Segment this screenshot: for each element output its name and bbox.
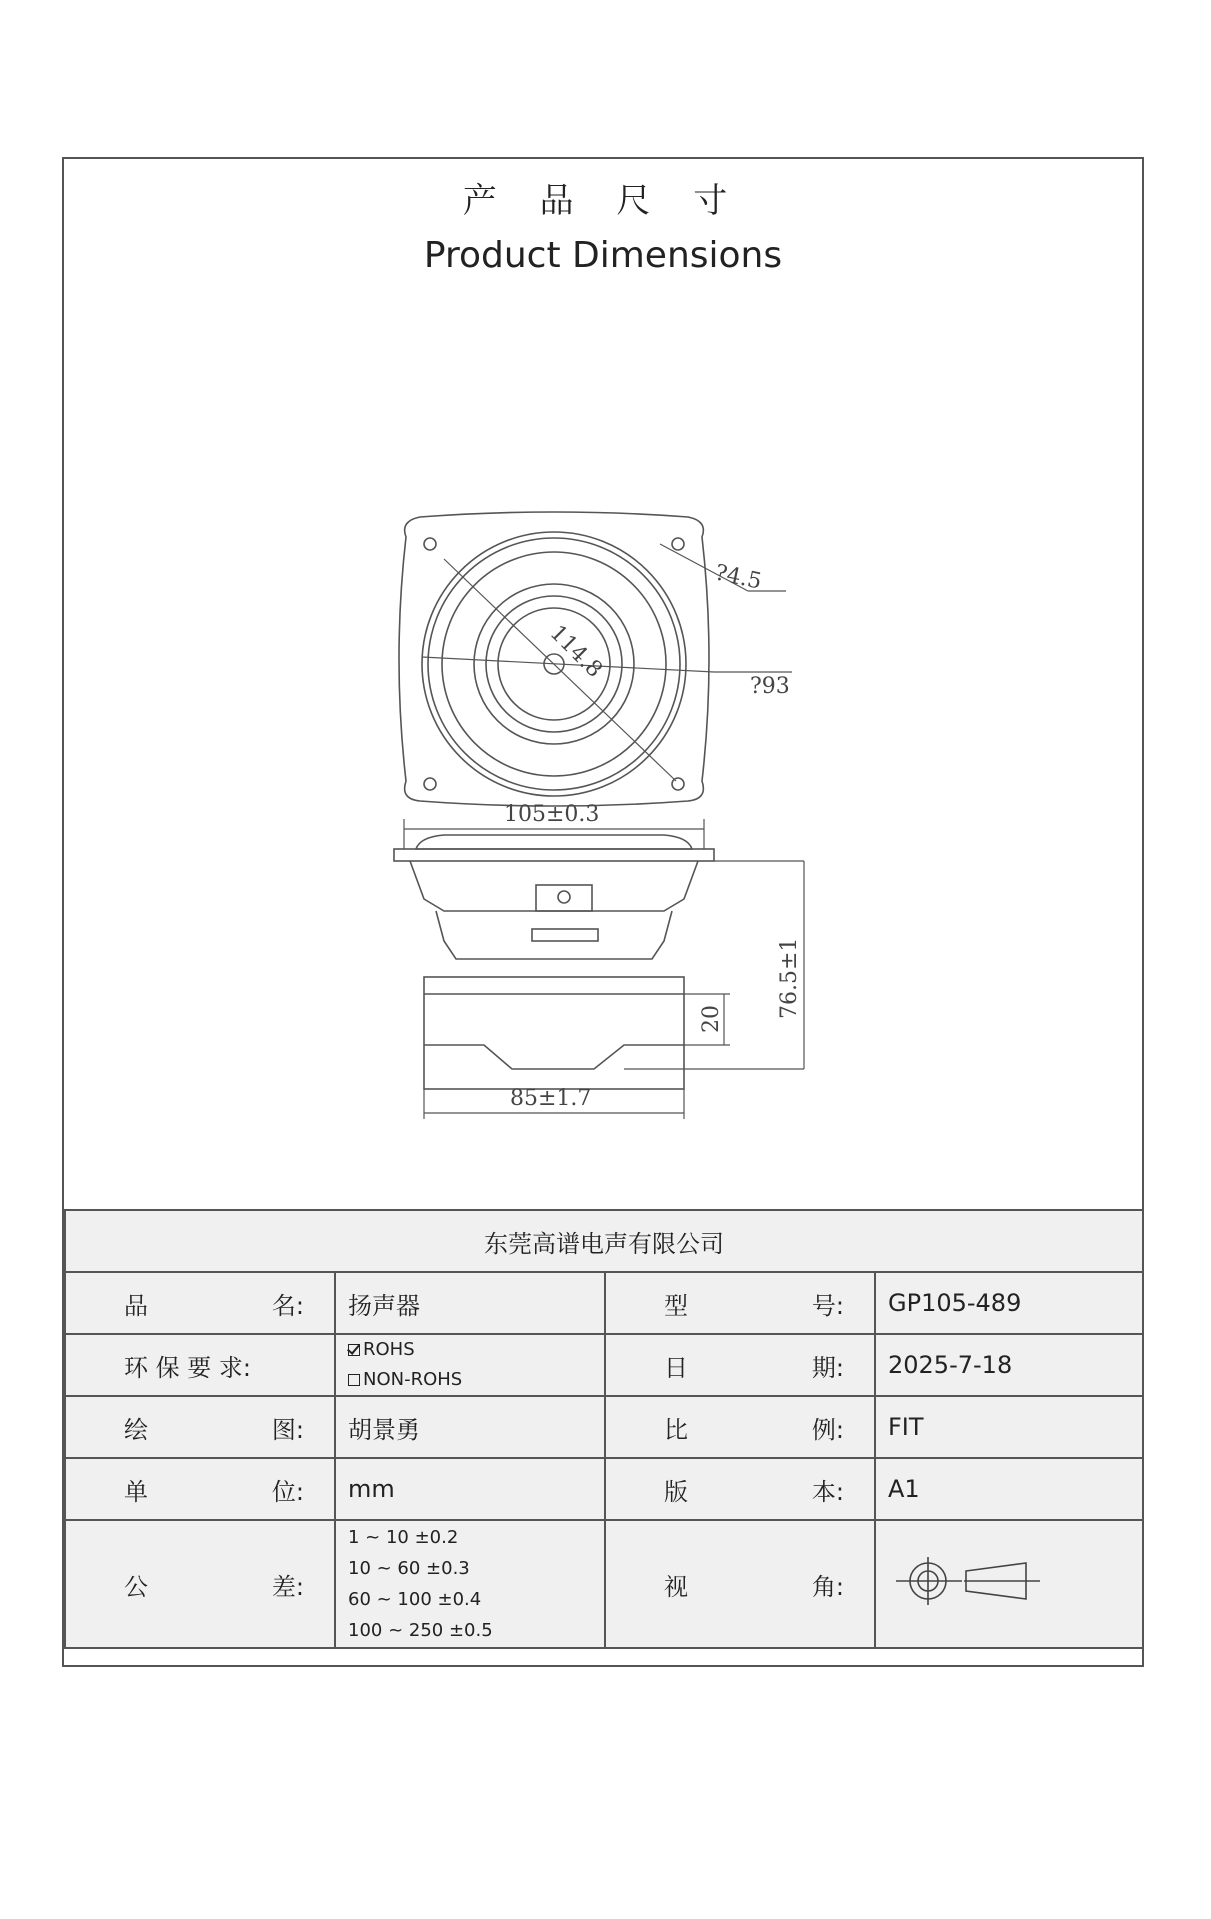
value-unit: mm — [335, 1458, 605, 1520]
value-date: 2025-7-18 — [875, 1334, 1143, 1396]
label-model: 型 号: — [605, 1272, 875, 1334]
first-angle-projection-icon — [888, 1551, 1048, 1611]
company-name: 东莞高谱电声有限公司 — [65, 1210, 1143, 1272]
diagonal-label: 114.8 — [544, 620, 607, 683]
label-version: 版 本: — [605, 1458, 875, 1520]
magnet-diameter-label: 85±1.7 — [510, 1086, 592, 1111]
tolerance-line: 10 ~ 60 ±0.3 — [348, 1558, 470, 1579]
value-version: A1 — [875, 1458, 1143, 1520]
drawing-sheet — [62, 157, 1144, 1667]
label-tolerance: 公 差: — [65, 1520, 335, 1648]
drawing-area — [64, 159, 1142, 1209]
value-tolerance — [335, 1520, 605, 1648]
value-scale: FIT — [875, 1396, 1143, 1458]
label-view-angle: 视 角: — [605, 1520, 875, 1648]
total-height-label: 76.5±1 — [777, 937, 802, 1019]
table-row — [65, 1458, 1143, 1520]
non-rohs-option[interactable]: NON-ROHS — [348, 1365, 592, 1395]
label-unit: 单 位: — [65, 1458, 335, 1520]
table-row — [65, 1520, 1143, 1648]
rohs-option[interactable]: ROHS — [348, 1335, 592, 1365]
value-product-name: 扬声器 — [335, 1272, 605, 1334]
table-row — [65, 1396, 1143, 1458]
magnet-height-label: 20 — [699, 1005, 724, 1033]
value-model: GP105-489 — [875, 1272, 1143, 1334]
technical-drawing — [64, 159, 1142, 1209]
label-drafter: 绘 图: — [65, 1396, 335, 1458]
frame-width-label: 105±0.3 — [504, 802, 600, 827]
title-block — [64, 1209, 1144, 1649]
checkbox-empty-icon[interactable] — [348, 1374, 360, 1386]
tolerance-line: 60 ~ 100 ±0.4 — [348, 1589, 482, 1610]
label-date: 日 期: — [605, 1334, 875, 1396]
value-env-requirement — [335, 1334, 605, 1396]
label-product-name: 品 名: — [65, 1272, 335, 1334]
label-env-requirement: 环 保 要 求: — [65, 1334, 335, 1396]
side-view — [394, 819, 804, 1119]
hole-diameter-label: ?4.5 — [712, 560, 764, 595]
outer-diameter-label: ?93 — [750, 674, 790, 699]
tolerance-line: 100 ~ 250 ±0.5 — [348, 1620, 493, 1641]
title-english: Product Dimensions — [423, 235, 783, 276]
checkbox-checked-icon[interactable] — [348, 1344, 360, 1356]
tolerance-line: 1 ~ 10 ±0.2 — [348, 1527, 459, 1548]
value-drafter: 胡景勇 — [335, 1396, 605, 1458]
title-chinese: 产 品 尺 寸 — [462, 181, 744, 221]
label-scale: 比 例: — [605, 1396, 875, 1458]
table-row — [65, 1334, 1143, 1396]
value-view-angle — [875, 1520, 1143, 1648]
table-row — [65, 1272, 1143, 1334]
